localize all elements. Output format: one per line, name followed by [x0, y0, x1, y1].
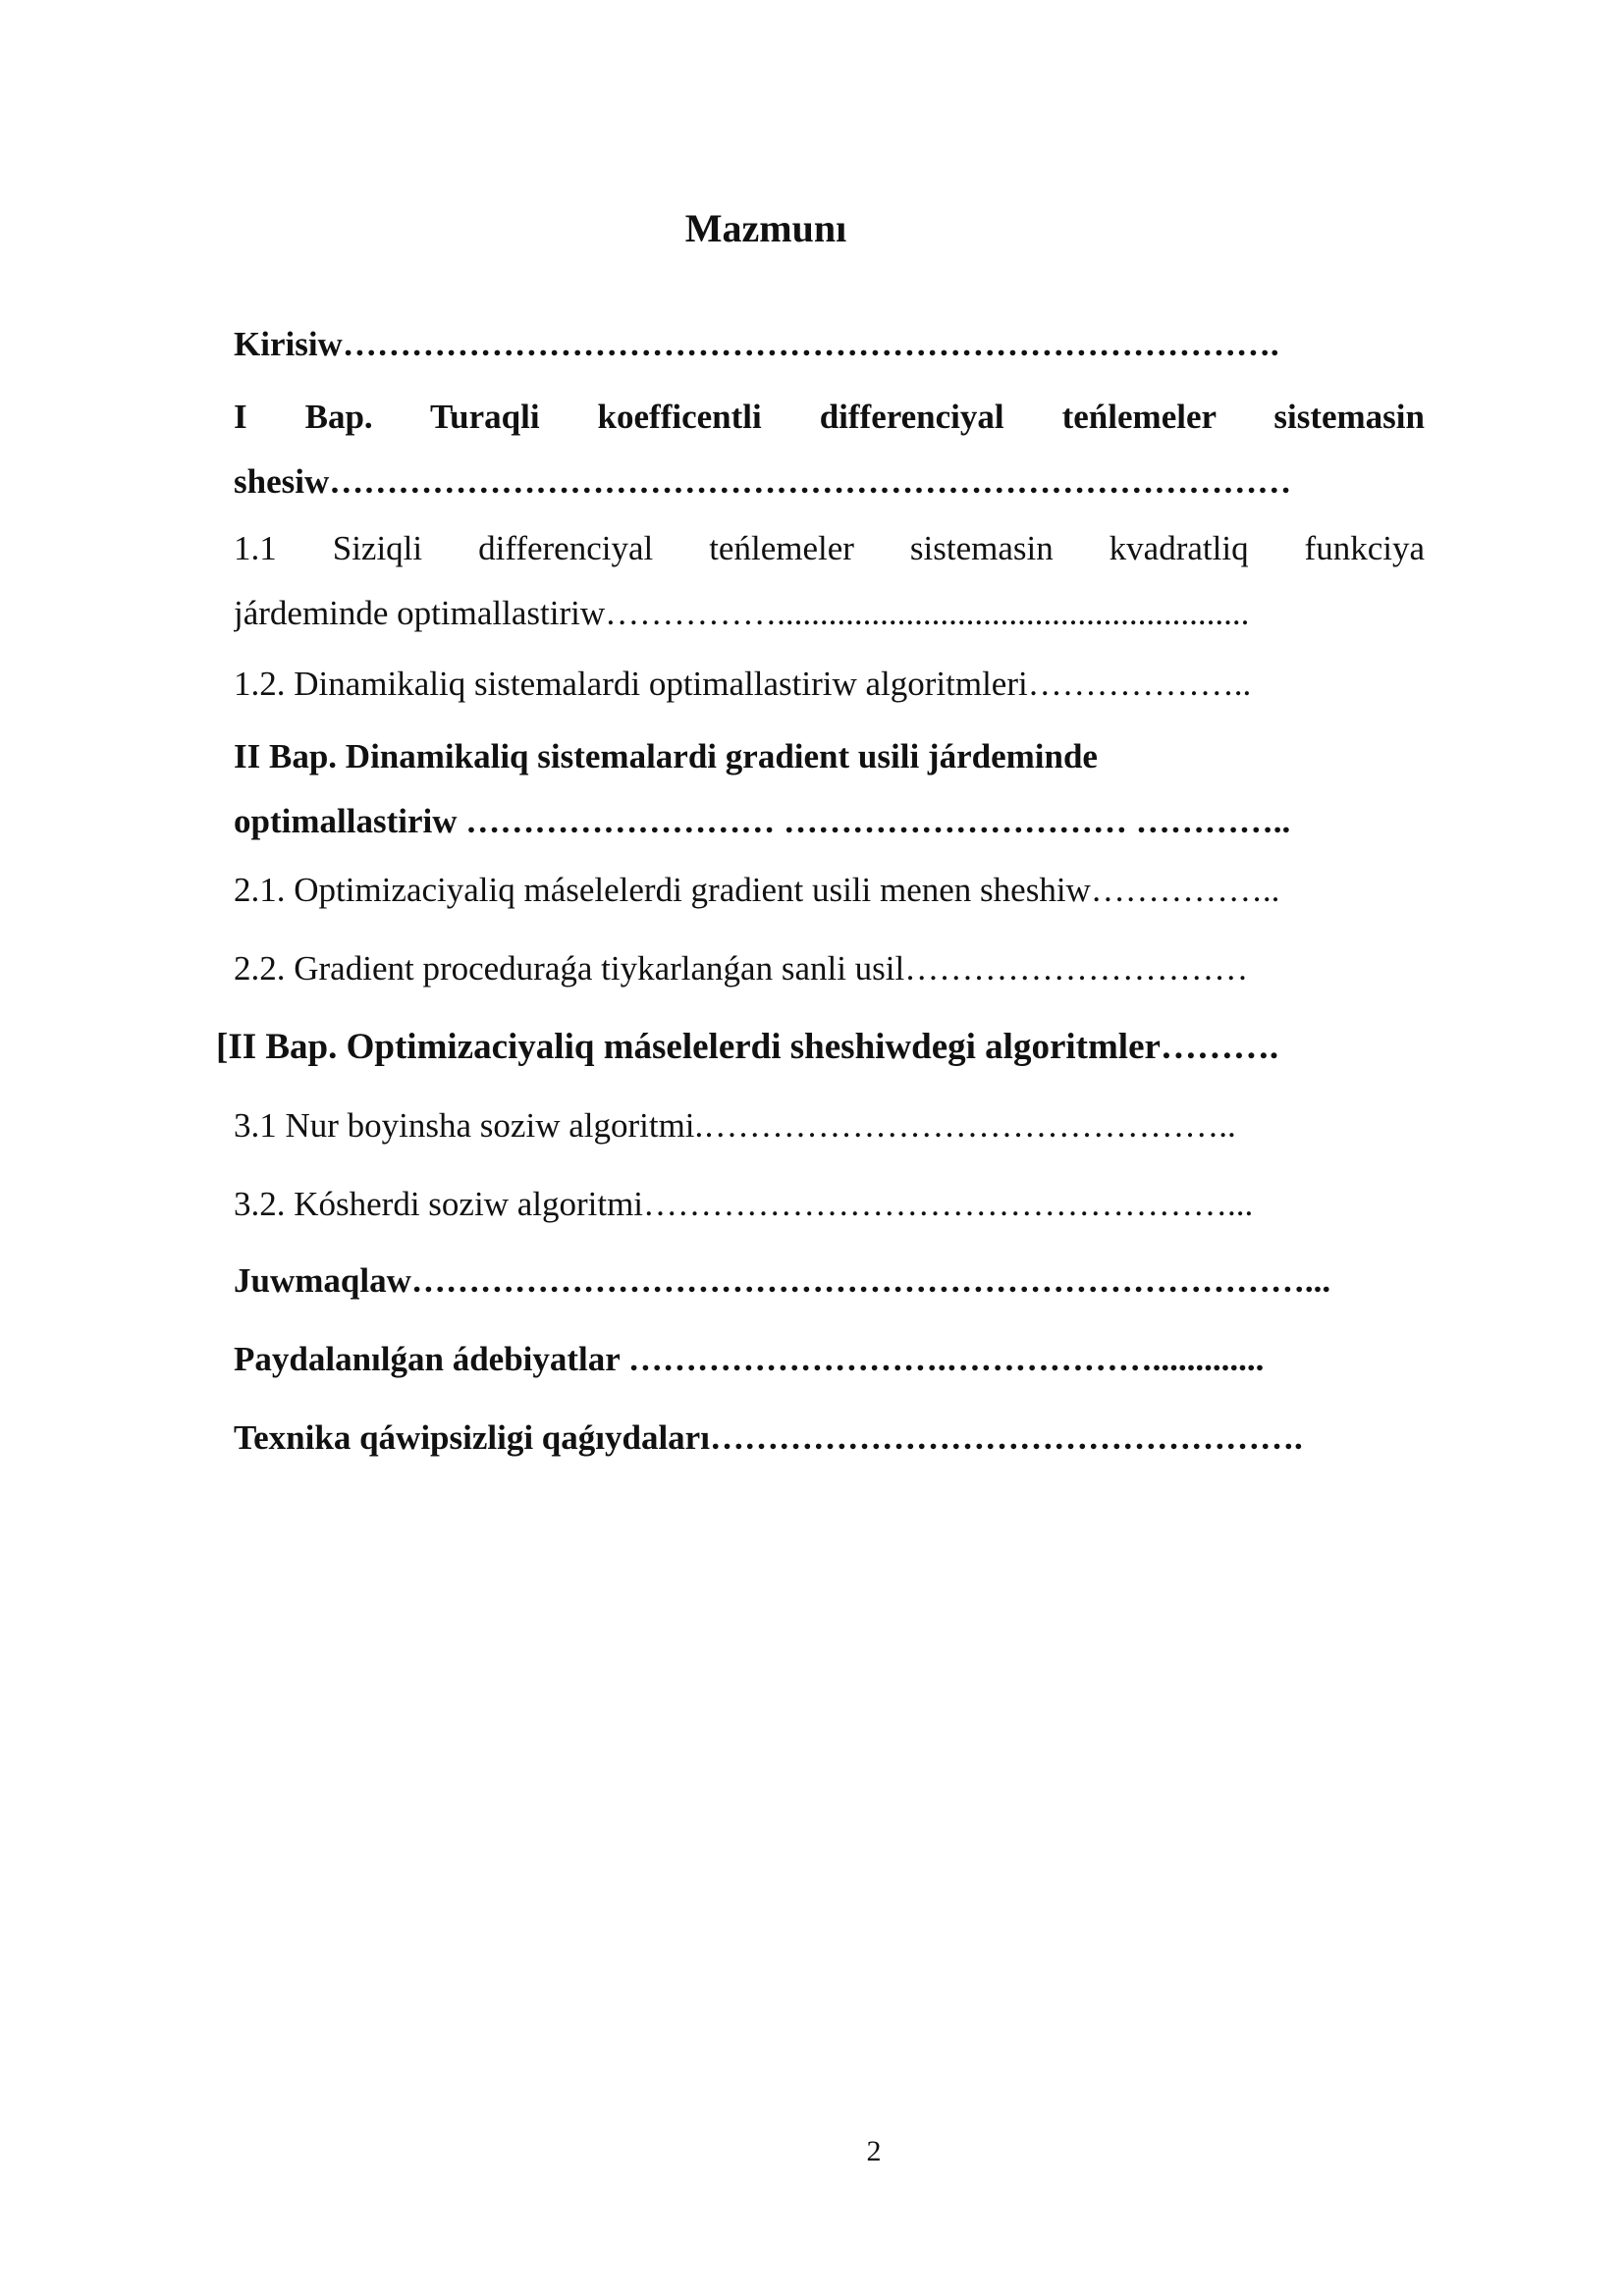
- toc-entry-section-1-1-line-2: járdeminde optimallastiriw…………….......................................................: [234, 594, 1250, 632]
- page-title: Mazmunı: [684, 206, 847, 250]
- toc-entry-chapter-2-line-1: II Bap. Dinamikaliq sistemalardi gradient usili járdeminde: [234, 737, 1098, 775]
- toc-entry-chapter-2: [234, 724, 1425, 854]
- toc-entry-kirisiw: Kirisiw……………………………………………………………………….: [234, 325, 1279, 363]
- toc-entry-section-1-1: [234, 516, 1425, 646]
- toc-entry-section-2-1: 2.1. Optimizaciyaliq máselelerdi gradient usili menen sheshiw……………..: [234, 871, 1280, 909]
- toc-entry-section-3-2: 3.2. Kósherdi soziw algoritmi……………………………………………...: [234, 1185, 1254, 1223]
- toc-entry-section-1-1-line-1: 1.1 Siziqli differenciyal teńlemeler sistemasin kvadratliq funkciya: [234, 529, 1425, 567]
- toc-entry-paydalanilgan-adebiyatlar: Paydalanılǵan ádebiyatlar ……………………….……………….............: [234, 1340, 1265, 1378]
- toc-entry-chapter-3: [II Bap. Optimizaciyaliq máselelerdi sheshiwdegi algoritmler……….: [216, 1027, 1279, 1067]
- toc-entry-section-1-2: 1.2. Dinamikaliq sistemalardi optimallastiriw algoritmleri………………..: [234, 665, 1252, 703]
- toc-entry-chapter-1-line-1: I Bap. Turaqli koefficentli differenciyal teńlemeler sistemasin: [234, 398, 1425, 436]
- page-number: 2: [866, 2135, 882, 2167]
- toc-entry-chapter-2-line-2: optimallastiriw ……………………… ………………………… …………..: [234, 802, 1291, 840]
- toc-entry-texnika-qawipsizligi: Texnika qáwipsizligi qaǵıydaları…………………………………………….: [234, 1418, 1303, 1457]
- toc-entry-chapter-1-line-2: shesiw…………………………………………………………………………: [234, 462, 1292, 501]
- toc-entry-chapter-1: [234, 385, 1425, 514]
- toc-entry-section-3-1: 3.1 Nur boyinsha soziw algoritmi.………………………………………..: [234, 1106, 1236, 1145]
- toc-entry-juwmaqlaw: Juwmaqlaw……………………………………………………………………...: [234, 1261, 1331, 1300]
- toc-entry-section-2-2: 2.2. Gradient proceduraǵa tiykarlanǵan sanli usil…………………………: [234, 949, 1249, 988]
